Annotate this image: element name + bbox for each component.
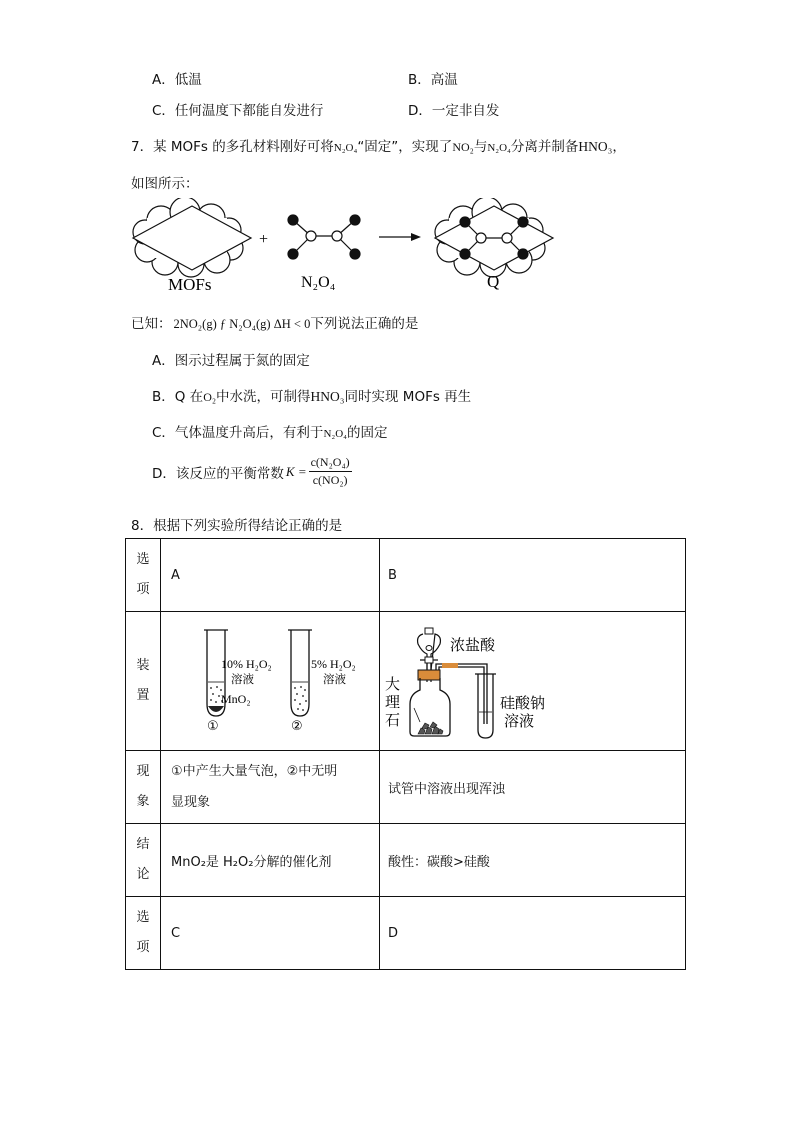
q7-option-d-k: K = [285, 463, 307, 479]
delivery-tube [436, 664, 487, 724]
tube1-number: ① [207, 719, 219, 734]
cell-a: ①中产生大量气泡，②中无明 显现象 [161, 751, 380, 824]
q7-stem-n2o4: N₂O₄ [333, 142, 358, 154]
cell-a: A [161, 539, 380, 612]
q7-option-c [152, 421, 388, 441]
q8-table [125, 538, 686, 970]
q6-option-d: D．一定非自发 [408, 103, 500, 119]
cell-b: D [380, 897, 686, 970]
q7-option-b-mid: 中水洗，可制得 [216, 389, 311, 405]
mno2-powder [208, 706, 224, 712]
cell-a-apparatus [161, 612, 380, 751]
cell-b: 试管中溶液出现浑浊 [380, 751, 686, 824]
row-label: 结 论 [126, 824, 161, 897]
n2o4-molecule [288, 215, 360, 259]
q7-stem-prefix: 7．某 MOFs 的多孔材料刚好可将 [131, 139, 334, 155]
row-label: 现 象 [126, 751, 161, 824]
cell-a: C [161, 897, 380, 970]
q6-option-b: B．高温 [408, 72, 458, 88]
label-acid: 浓盐酸 [450, 637, 496, 654]
table-row [126, 612, 686, 751]
label-marble-1: 大 [385, 676, 401, 693]
q7-stem-hno3: HNO₃， [578, 139, 626, 154]
cell-b: B [380, 539, 686, 612]
q7-known-equation: 2NO₂(g) ƒ N₂O₄(g) ΔH < 0 [173, 317, 311, 331]
q7-stem-fixed: “固定”，实现了 [357, 139, 453, 155]
q6-option-a: A．低温 [152, 72, 202, 88]
table-row [126, 897, 686, 970]
test-tube-2 [291, 630, 309, 716]
tube2-number: ② [291, 719, 303, 734]
test-tube [478, 674, 493, 738]
plus-sign: + [259, 231, 269, 248]
tube2-solution: 溶液 [323, 674, 346, 686]
q7-stem-no2: NO₂ [452, 140, 474, 154]
equilibrium-fraction [309, 455, 352, 488]
q7-stem-n2o4-b: N₂O₄ [487, 142, 511, 154]
fraction-numerator: c(N₂O₄) [309, 455, 352, 472]
q7-option-b-suffix: 同时实现 MOFs 再生 [344, 389, 472, 405]
label-silicate: 硅酸钠 [500, 695, 546, 712]
q7-known-suffix: 下列说法正确的是 [310, 316, 419, 332]
q7-known [131, 312, 418, 332]
q7-stem-line2: 如图所示： [131, 176, 199, 192]
tube1-solution: 溶液 [231, 674, 254, 686]
q7-stem-with: 与 [473, 139, 488, 155]
q7-stem-sep: 分离并制备 [510, 139, 579, 155]
q7-option-a: A．图示过程属于氮的固定 [152, 353, 310, 369]
row-label: 装 置 [126, 612, 161, 751]
table-row [126, 751, 686, 824]
row-label: 选 项 [126, 539, 161, 612]
cell-a: MnO₂是 H₂O₂分解的催化剂 [161, 824, 380, 897]
n2o4-label: N₂O₄ [301, 274, 336, 291]
q7-stem-line1 [131, 135, 626, 155]
row-label: 选 项 [126, 897, 161, 970]
apparatus-a-diagram [161, 612, 369, 746]
q7-option-b-o2: O₂ [203, 390, 217, 404]
q7-option-b [152, 385, 471, 405]
cell-b-apparatus [380, 612, 686, 751]
q6-option-c: C．任何温度下都能自发进行 [152, 103, 324, 119]
q7-option-d [152, 455, 352, 488]
label-marble-2: 理 [385, 694, 401, 711]
q-label: Q [487, 272, 500, 291]
label-marble-3: 石 [385, 712, 401, 729]
cell-b: 酸性：碳酸>硅酸 [380, 824, 686, 897]
tube2-conc: 5% H₂O₂ [311, 657, 356, 671]
reaction-arrow [379, 233, 421, 241]
q7-option-c-prefix: C．气体温度升高后，有利于 [152, 425, 324, 441]
q8-stem: 8．根据下列实验所得结论正确的是 [131, 518, 343, 534]
q7-option-c-n2o4: N₂O₄ [323, 428, 347, 440]
label-silicate-solution: 溶液 [504, 713, 535, 730]
stopper [418, 670, 440, 680]
apparatus-b-diagram [380, 612, 677, 746]
q7-option-c-suffix: 的固定 [347, 425, 388, 441]
q7-option-b-hno3: HNO₃ [310, 389, 345, 404]
q7-reaction-diagram [125, 198, 565, 298]
q7-option-d-prefix: D．该反应的平衡常数 [152, 465, 284, 482]
tube1-conc: 10% H₂O₂ [221, 657, 272, 671]
mofs-label: MOFs [168, 275, 212, 294]
q7-known-prefix: 已知： [131, 316, 172, 332]
marble-pieces [418, 722, 443, 734]
q7-option-b-prefix: B．Q 在 [152, 389, 204, 405]
table-row [126, 539, 686, 612]
tube1-catalyst: MnO₂ [221, 692, 251, 706]
fraction-denominator: c(NO₂) [312, 473, 348, 487]
table-row [126, 824, 686, 897]
